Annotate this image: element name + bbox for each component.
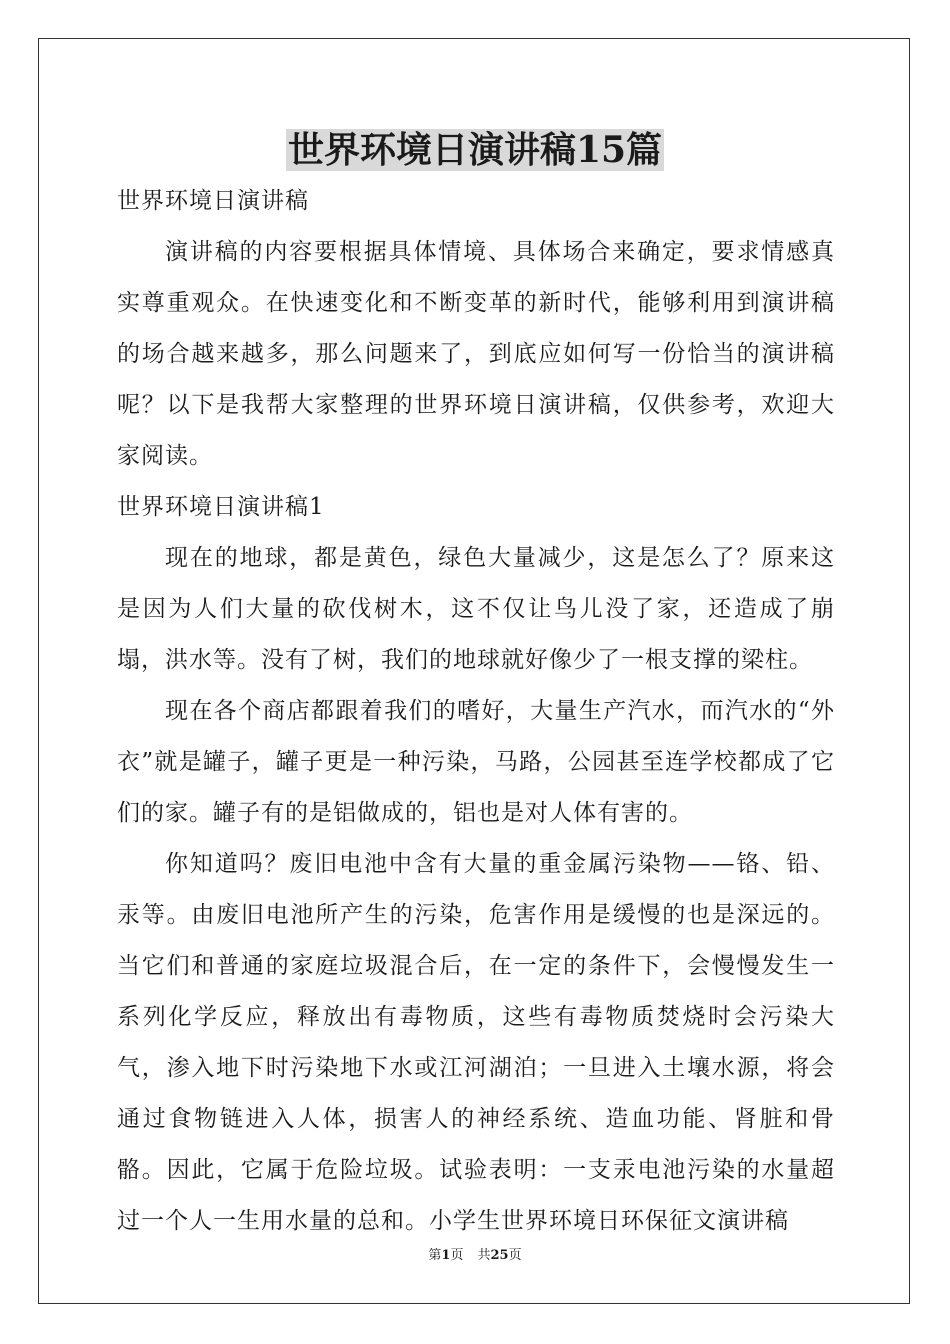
document-title xyxy=(0,126,950,174)
section-heading-intro: 世界环境日演讲稿 xyxy=(117,188,309,214)
paragraph-deforestation: 现在的地球，都是黄色，绿色大量减少，这是怎么了？原来这是因为人们大量的砍伐树木，这不仅让鸟儿没了家，还造成了崩塌，洪水等。没有了树，我们的地球就好像少了一根支撑的梁柱。 xyxy=(117,545,835,673)
document-title-text: 世界环境日演讲稿15篇 xyxy=(287,129,663,171)
section-heading-1: 世界环境日演讲稿1 xyxy=(117,494,325,520)
footer-page-suffix: 页 xyxy=(450,1248,464,1263)
document-body xyxy=(117,176,835,1247)
footer-page-number: 1 xyxy=(441,1248,451,1263)
footer-total-suffix: 页 xyxy=(508,1248,522,1263)
footer-page-prefix: 第 xyxy=(428,1248,442,1263)
paragraph-batteries: 你知道吗？废旧电池中含有大量的重金属污染物——铬、铅、汞等。由废旧电池所产生的污染，危害作用是缓慢的也是深远的。当它们和普通的家庭垃圾混合后，在一定的条件下，会慢慢发生一系列化学反应，释放出有毒物质，这些有毒物质焚烧时会污染大气，渗入地下时污染地下水或江河湖泊；一旦进入土壤水源，将会通过食物链进入人体，损害人的神经系统、造血功能、肾脏和骨骼。因此，它属于危险垃圾。试验表明：一支汞电池污染的水量超过一个人一生用水量的总和。小学生世界环境日环保征文演讲稿 xyxy=(117,851,835,1234)
paragraph-intro: 演讲稿的内容要根据具体情境、具体场合来确定，要求情感真实尊重观众。在快速变化和不断变革的新时代，能够利用到演讲稿的场合越来越多，那么问题来了，到底应如何写一份恰当的演讲稿呢？以下是我帮大家整理的世界环境日演讲稿，仅供参考，欢迎大家阅读。 xyxy=(117,239,835,469)
page-footer xyxy=(0,1246,950,1266)
footer-total-pages: 25 xyxy=(490,1248,509,1263)
paragraph-cans: 现在各个商店都跟着我们的嗜好，大量生产汽水，而汽水的“外衣”就是罐子，罐子更是一种污染，马路，公园甚至连学校都成了它们的家。罐子有的是铝做成的，铝也是对人体有害的。 xyxy=(117,698,835,826)
footer-total-prefix: 共 xyxy=(477,1248,491,1263)
